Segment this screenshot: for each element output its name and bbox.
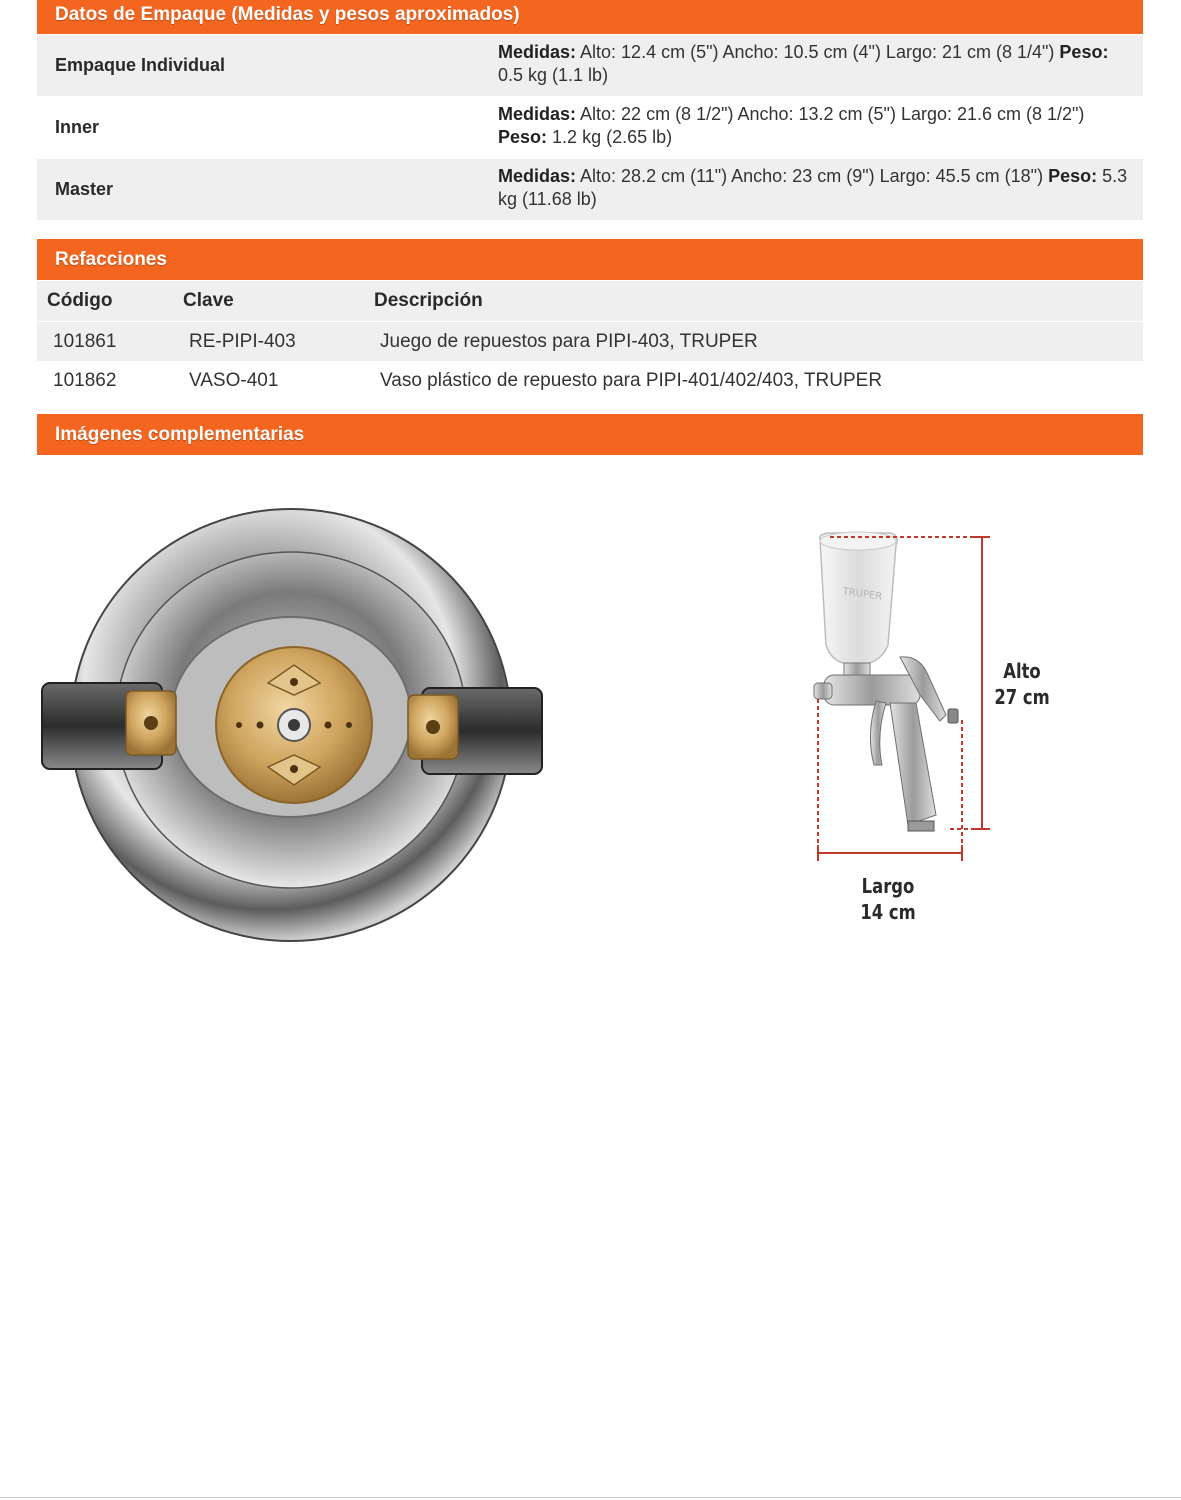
alto-dimension-label	[989, 658, 1055, 710]
medidas-value: Alto: 12.4 cm (5") Ancho: 10.5 cm (4") Largo: 21 cm (8 1/4")	[580, 42, 1055, 62]
peso-label: Peso:	[1048, 166, 1098, 186]
air-cap-image	[38, 505, 548, 950]
largo-dimension-label	[855, 873, 921, 925]
medidas-label: Medidas:	[498, 42, 577, 62]
cup-brand-text: TRUPER	[841, 586, 883, 603]
clave-cell: VASO-401	[189, 369, 279, 391]
largo-label: Largo	[861, 874, 915, 898]
images-header	[37, 414, 1143, 455]
column-header-descripcion: Descripción	[374, 290, 483, 311]
column-header-codigo: Código	[47, 290, 113, 311]
table-row	[37, 322, 1143, 361]
images-title: Imágenes complementarias	[55, 424, 305, 445]
peso-value: 5.3 kg (11.68 lb)	[498, 166, 1128, 209]
packaging-row-value	[498, 165, 1129, 211]
peso-label: Peso:	[1059, 42, 1109, 62]
medidas-label: Medidas:	[498, 166, 577, 186]
descripcion-cell: Vaso plástico de repuesto para PIPI-401/402/403, TRUPER	[380, 369, 883, 391]
table-row	[37, 361, 1143, 400]
medidas-value: Alto: 22 cm (8 1/2") Ancho: 13.2 cm (5") Largo: 21.6 cm (8 1/2")	[580, 104, 1085, 124]
page-bottom-divider	[0, 1497, 1181, 1498]
peso-value: 0.5 kg (1.1 lb)	[498, 65, 609, 85]
packaging-header	[37, 0, 1143, 34]
clave-cell: RE-PIPI-403	[189, 330, 296, 352]
largo-value: 14 cm	[860, 900, 916, 924]
spares-table-header	[37, 281, 1143, 321]
codigo-cell: 101861	[53, 330, 117, 352]
packaging-row-label: Empaque Individual	[55, 55, 226, 75]
packaging-row-label: Inner	[55, 117, 100, 137]
alto-value: 27 cm	[994, 685, 1050, 709]
peso-value: 1.2 kg (2.65 lb)	[552, 127, 673, 147]
column-header-clave: Clave	[183, 290, 234, 311]
packaging-row-individual	[37, 35, 1143, 96]
packaging-row-master	[37, 159, 1143, 220]
medidas-label: Medidas:	[498, 104, 577, 124]
packaging-row-value	[498, 41, 1129, 87]
spares-title: Refacciones	[55, 249, 167, 270]
codigo-cell: 101862	[53, 369, 117, 391]
spares-header	[37, 239, 1143, 280]
packaging-row-inner	[37, 97, 1143, 158]
dimension-lines	[810, 530, 1010, 865]
packaging-title: Datos de Empaque (Medidas y pesos aproximados)	[55, 4, 520, 25]
medidas-value: Alto: 28.2 cm (11") Ancho: 23 cm (9") Largo: 45.5 cm (18")	[580, 166, 1044, 186]
packaging-row-value	[498, 103, 1129, 149]
alto-label: Alto	[1003, 659, 1041, 683]
peso-label: Peso:	[498, 127, 548, 147]
packaging-row-label: Master	[55, 179, 114, 199]
descripcion-cell: Juego de repuestos para PIPI-403, TRUPER	[380, 330, 758, 352]
